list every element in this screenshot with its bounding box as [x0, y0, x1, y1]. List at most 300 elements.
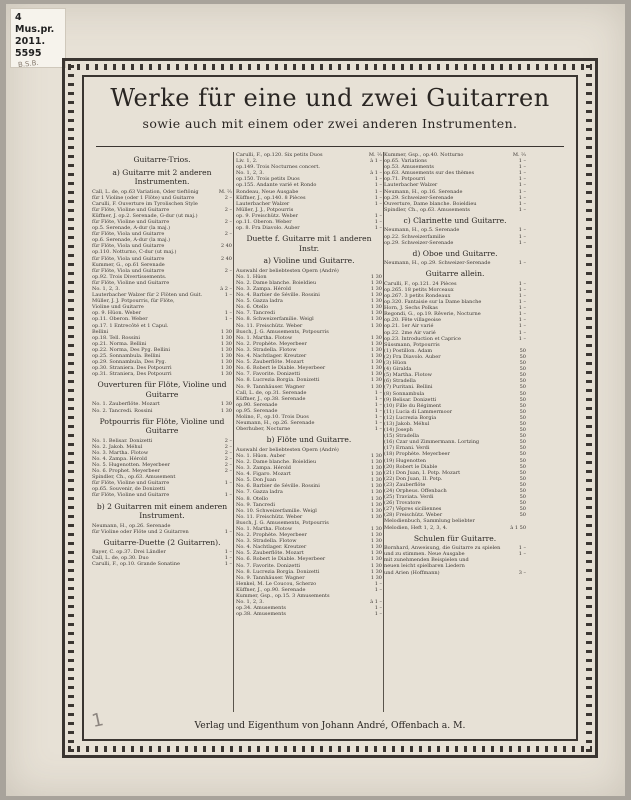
entry-title: (9) Belisar. Donizetti: [384, 396, 437, 403]
entry-title: für Flöte, Violine und Guitarre: [92, 492, 170, 499]
entry-title: No. 1. Zauberflöte. Mozart: [92, 401, 160, 408]
entry-price: 1 30: [220, 328, 232, 335]
section-heading: b) 2 Guitarren mit einem anderen Instrument.: [96, 501, 228, 521]
entry-title: op.110. Notturno, C-dur (ut maj.): [92, 249, 177, 256]
entry-title: No. 7. Gazza ladra: [236, 489, 283, 496]
entry-price: à 2 –: [220, 286, 232, 292]
entry-price: 1 30: [370, 544, 382, 551]
entry-title: für Flöte, Viola und Guitarre: [92, 255, 165, 262]
entry-title: op.38. Amusements: [236, 611, 286, 618]
entry-price: 1 30: [220, 365, 232, 372]
entry-price: 1 30: [370, 458, 382, 465]
entry-price: 1 –: [374, 194, 382, 201]
section-heading: d) Oboe und Guitarre.: [412, 248, 498, 258]
entry-title: No. 2. Prophète. Meyerbeer: [236, 532, 307, 539]
entry-title: (17) Ernani. Verdi: [384, 445, 430, 452]
entry-title: für Flöte, Viola und Guitarre: [92, 231, 165, 238]
entry-title: für 1 Violine (oder 1 Flöte) und Guitarre: [92, 194, 195, 201]
entry-price: 1 30: [370, 377, 382, 384]
entry-price: 1 30: [370, 471, 382, 478]
entry-title: op. 8. Fra Diavolo. Auber: [236, 225, 300, 232]
entry-title: op.92. Trois Divertissements.: [92, 273, 167, 280]
section-heading: Duette f. Guitarre mit 1 anderen Instr.: [246, 234, 372, 253]
entry-price: M. ⅔: [512, 152, 526, 158]
entry-price: 1 30: [370, 452, 382, 459]
entry-title: No. 3. Zampa. Hérold: [236, 286, 291, 292]
catalog-entry: [384, 207, 526, 213]
entry-price: 2 –: [224, 443, 232, 450]
entry-price: 1 30: [370, 346, 382, 353]
entry-price: 1 30: [370, 562, 382, 569]
entry-title: No. 8. Lucrezia Borgia. Donizetti: [236, 377, 320, 384]
entry-price: 1 30: [220, 407, 232, 414]
section-heading: c) Clarinette und Guitarre.: [403, 215, 507, 225]
entry-title: Bellini: [92, 328, 109, 335]
entry-title: op.21. 1er Air varié: [384, 323, 434, 330]
border-ornament-bottom: [68, 746, 592, 752]
entry-price: 50: [519, 506, 526, 513]
entry-title: No. 6. Robert le Diable. Meyerbeer: [236, 556, 326, 563]
entry-price: 1 –: [518, 158, 526, 165]
catalog-entry: [236, 225, 382, 231]
entry-title: Küffner, J., op.38. Serenade: [236, 395, 306, 402]
entry-title: Lauterbacher Walzer: [236, 200, 290, 207]
entry-title: (5) Martha. Flotow: [384, 372, 432, 379]
entry-title: op.17. 1 Entrecôté et 1 Capul.: [92, 322, 169, 329]
border-ornament-left: [68, 64, 74, 752]
entry-price: 1 30: [370, 556, 382, 563]
entry-price: 1 30: [370, 334, 382, 341]
entry-price: 1 30: [370, 483, 382, 490]
entry-price: 1 –: [518, 293, 526, 299]
entry-title: op.11. Oberon. Weber: [92, 316, 148, 323]
title-divider: [96, 146, 564, 147]
entry-title: Müller, J. J., Potpourris: [236, 206, 294, 213]
border-ornament-right: [586, 64, 592, 752]
border-ornament-top: [68, 64, 592, 70]
entry-price: 1 –: [518, 200, 526, 207]
entry-title: für Flöte, Violine und Guitarre: [92, 480, 170, 487]
entry-price: 1 –: [518, 260, 526, 267]
entry-price: 1 –: [518, 305, 526, 312]
entry-price: 1 –: [374, 407, 382, 414]
entry-price: 1 –: [518, 329, 526, 336]
page-title: Werke für eine und zwei Guitarren: [110, 84, 550, 112]
page-subtitle: sowie auch mit einem oder zwei anderen Instrumenten.: [142, 116, 518, 131]
entry-price: 1 –: [374, 401, 382, 408]
entry-title: Kummer, Gsp., op.15. 3 Amusements: [236, 593, 330, 599]
entry-price: M. ⅔: [218, 188, 232, 195]
entry-title: Spindler, Ch., op.63. Amusements: [384, 206, 470, 213]
catalog-entry: [92, 371, 232, 377]
entry-title: No. 5. Zauberflöte. Mozart: [236, 550, 304, 557]
entry-title: No. 6. Otello: [236, 304, 269, 311]
entry-price: 1 –: [224, 310, 232, 317]
catalog-entry: [384, 525, 526, 531]
entry-title: Violine und Guitarre: [92, 304, 144, 311]
shelfmark-line: Mus.pr.: [15, 24, 55, 35]
entry-price: 1 –: [224, 492, 232, 499]
entry-title: (1) Postillon. Adam: [384, 347, 433, 354]
entry-price: 1 –: [374, 176, 382, 183]
catalog-entry: [92, 492, 232, 498]
entry-price: 1 30: [220, 353, 232, 360]
entry-price: 1 30: [370, 477, 382, 484]
entry-title: No. 1. Belisar. Donizetti: [92, 437, 153, 444]
entry-title: No. 4. Nachtlager. Kreutzer: [236, 353, 307, 360]
entry-title: No. 7. Favorite. Donizetti: [236, 562, 300, 569]
entry-title: op.22. Norma, Des Pyg. Bellini: [92, 346, 170, 353]
entry-price: 1 –: [374, 200, 382, 207]
entry-title: op. 9. Hüon. Weber: [92, 310, 141, 317]
entry-title: op. 9. Freischütz. Weber: [236, 212, 299, 219]
entry-price: 1 –: [518, 206, 526, 213]
entry-price: 50: [519, 457, 526, 464]
entry-title: op.18. Tell. Rossini: [92, 334, 140, 341]
entry-price: 1 –: [374, 420, 382, 427]
entry-title: op.71. Potpourri: [384, 176, 426, 183]
entry-title: No. 2. Jakob. Méhul: [92, 443, 143, 450]
section-heading: Potpourris für Flöte, Violine und Guitarre: [99, 416, 225, 436]
entry-title: op.22. Schweizerfamilie: [384, 233, 445, 240]
entry-title: No. 8. Lucrezia Borgia. Donizetti: [236, 568, 320, 575]
entry-title: op.5. Serenade, A-dur (la maj.): [92, 225, 171, 232]
entry-price: 50: [519, 414, 526, 421]
publisher-imprint: Verlag und Eigenthum von Johann André, Offenbach a. M.: [194, 720, 466, 731]
entry-title: No. 7. Tancredi: [236, 310, 275, 317]
entry-title: (20) Robert le Diable: [384, 463, 438, 470]
entry-title: No. 7. Favorite. Donizetti: [236, 371, 300, 378]
entry-price: 2 –: [224, 231, 232, 238]
entry-price: 1 –: [518, 551, 526, 558]
entry-title: No. 4. Zampa. Hérold: [92, 455, 147, 462]
catalog-entry: [384, 260, 526, 266]
entry-title: No. 6. Robert le Diable. Meyerbeer: [236, 365, 326, 372]
entry-price: 50: [519, 408, 526, 415]
entry-price: 50: [519, 451, 526, 458]
entry-title: Lauterbacher Walzer für 2 Flöten und Guit.: [92, 292, 203, 299]
catalog-entry: [236, 426, 382, 432]
entry-title: No. 8. Schweizerfamilie. Weigl: [236, 316, 314, 323]
entry-price: 2 40: [220, 243, 232, 250]
entry-title: op.267. 3 petits Rondeaux: [384, 293, 451, 299]
entry-price: 1 –: [374, 580, 382, 587]
entry-title: op.34. Amusements: [236, 605, 286, 612]
entry-title: Neumann, H., op.26. Serenade: [236, 420, 315, 427]
entry-title: Ouverture, Dame blanche. Boieldieu: [384, 200, 477, 207]
entry-price: 50: [519, 512, 526, 519]
entry-price: 50: [519, 463, 526, 470]
entry-price: 50: [519, 353, 526, 360]
entry-title: Neumann, H., op.26. Serenade: [92, 522, 171, 529]
shelfmark-line: 4: [15, 12, 22, 23]
entry-title: Neumann, H., op.16. Serenade: [384, 188, 463, 195]
entry-price: 50: [519, 366, 526, 373]
entry-price: 1 –: [224, 528, 232, 535]
entry-title: No. 2. Prophète. Meyerbeer: [236, 340, 307, 347]
entry-price: 1 30: [370, 513, 382, 520]
entry-title: (24) Orpheus. Offenbach: [384, 488, 447, 494]
entry-title: neuen leicht spielbaren Liedern: [384, 563, 465, 570]
entry-title: op.11. Oberon. Weber: [236, 219, 292, 226]
section-heading: Schulen für Guitarre.: [413, 533, 497, 543]
library-stamp: B.S.B.: [17, 58, 40, 70]
entry-price: 2 –: [224, 437, 232, 444]
catalog-entry: [92, 408, 232, 414]
entry-title: (27) Vêpres siciliennes: [384, 506, 442, 513]
entry-price: 1 30: [370, 353, 382, 360]
entry-price: 1 30: [220, 371, 232, 378]
entry-title: Molino, F., op.10. Trois Duos: [236, 413, 309, 420]
shelfmark-line: 5595: [15, 48, 42, 59]
entry-title: für Flöte, Viola und Guitarre: [92, 243, 165, 250]
entry-title: op.95. Serenade: [236, 407, 278, 414]
entry-price: 1 30: [370, 298, 382, 305]
entry-price: 1 –: [224, 561, 232, 568]
entry-title: (4) Giralda: [384, 366, 412, 373]
entry-price: 1 –: [518, 311, 526, 318]
entry-price: 1 30: [370, 340, 382, 347]
entry-price: 1 –: [518, 299, 526, 306]
entry-title: für Flöte, Violine und Guitarre: [92, 218, 170, 225]
entry-title: für Flöte, Viola und Guitarre: [92, 267, 165, 274]
entry-title: (6) Stradella: [384, 378, 416, 385]
entry-title: op.65. Souvenir, de Donizetti: [92, 486, 166, 493]
entry-price: 50: [519, 384, 526, 391]
entry-title: No. 3. Stradella. Flotow: [236, 538, 297, 545]
entry-title: op.155. Andante varié et Rondo: [236, 182, 317, 189]
entry-price: 50: [519, 420, 526, 427]
entry-price: 1 30: [220, 401, 232, 408]
entry-price: 1 –: [518, 280, 526, 287]
entry-price: 50: [519, 390, 526, 397]
entry-title: op.150. Trois petits Duos: [236, 176, 300, 183]
entry-price: 1 30: [220, 334, 232, 341]
entry-price: 1 30: [370, 316, 382, 323]
entry-price: 1 –: [374, 426, 382, 433]
entry-title: No. 1, 2, 3.: [92, 286, 120, 292]
entry-price: 1 30: [370, 550, 382, 557]
catalog-entry: [236, 611, 382, 617]
entry-title: Bornhard, Anweisung, die Guitarre zu spielen: [384, 545, 501, 552]
entry-title: No. 2. Dame blanche. Boieldieu: [236, 279, 317, 286]
entry-price: 50: [519, 439, 526, 446]
entry-price: 1 30: [370, 568, 382, 575]
entry-price: 1 –: [374, 212, 382, 219]
entry-price: 1 30: [370, 292, 382, 299]
entry-title: No. 4. Barbier de Séville. Rossini: [236, 292, 320, 299]
entry-price: 1 30: [370, 495, 382, 502]
entry-title: Melodienbuch, Sammlung beliebter: [384, 518, 475, 525]
entry-price: 50: [519, 488, 526, 494]
entry-title: op.149. Trois Nocturnes concert.: [236, 164, 320, 171]
entry-price: 3 –: [518, 569, 526, 576]
entry-price: 1 30: [370, 310, 382, 317]
entry-title: (12) Lucrezia Borgia: [384, 414, 437, 421]
entry-title: Carulli, F. Ouverture im Tyrolischen Style: [92, 200, 198, 207]
entry-price: 1 30: [370, 538, 382, 545]
entry-price: à 1 –: [370, 599, 382, 606]
entry-title: No. 1, 2, 3.: [236, 170, 264, 177]
entry-title: op.265. 18 petits Morceaux: [384, 286, 454, 293]
entry-price: 1 30: [370, 359, 382, 366]
entry-title: (13) Jakob. Méhul: [384, 420, 430, 427]
column-divider: [233, 152, 234, 712]
entry-price: à 1 –: [370, 170, 382, 177]
entry-title: Lauterbacher Walzer: [384, 182, 438, 189]
entry-price: 1 –: [518, 239, 526, 246]
entry-price: 2 –: [224, 455, 232, 462]
entry-title: Regondi, G., op.19. Rêverie, Nocturne: [384, 311, 481, 318]
entry-title: Küffner, J., op.90. Serenade: [236, 586, 306, 593]
catalog-column-left: [92, 152, 232, 714]
entry-price: 50: [519, 475, 526, 482]
entry-title: Spindler, Ch., op.63. Amusement: [92, 474, 176, 481]
catalog-entry: [92, 561, 232, 567]
entry-title: Oberhuber, Nocturne: [236, 426, 291, 433]
entry-title: Carulli, F., op.121. 24 Pièces: [384, 280, 457, 287]
entry-title: op.29. Schweizer-Serenade: [384, 239, 454, 246]
entry-price: 1 –: [518, 176, 526, 183]
entry-price: 2 –: [224, 194, 232, 201]
entry-title: No. 3. Stradella. Flotow: [236, 346, 297, 353]
entry-title: Rondeau, Neue Ausgabe: [236, 188, 299, 195]
entry-price: 1 –: [374, 188, 382, 195]
entry-price: 1 –: [374, 225, 382, 232]
entry-title: Bayer, C. op.37. Drei Ländler: [92, 549, 166, 556]
entry-title: Neumann, H., op.29. Schweizer-Serenade: [384, 260, 491, 267]
entry-title: (14) Joseph: [384, 427, 413, 434]
entry-price: 2 –: [224, 267, 232, 274]
entry-price: 1 –: [224, 292, 232, 299]
entry-title: Busch, J. G. Amusements, Potpourris: [236, 519, 329, 526]
section-heading: Guitarre-Trios.: [133, 155, 191, 164]
entry-title: No. 1, 2, 3.: [236, 599, 264, 606]
entry-price: 1 –: [518, 170, 526, 177]
entry-title: und Arien (Hoffmann): [384, 569, 440, 576]
entry-price: 50: [519, 427, 526, 434]
entry-title: (2) Fra Diavolo. Auber: [384, 353, 441, 360]
entry-price: 1 –: [374, 395, 382, 402]
entry-price: 2 –: [224, 218, 232, 225]
entry-title: Müller, J. J. Potpourris, für Flöte,: [92, 298, 175, 305]
entry-title: op.53. Amusements: [384, 164, 434, 171]
entry-title: Auswahl der beliebtesten Opern (André): [236, 267, 339, 274]
entry-title: Call, L. de, op.30. Duo: [92, 555, 149, 562]
entry-price: 1 –: [224, 549, 232, 556]
entry-price: 50: [519, 372, 526, 379]
entry-price: 1 –: [518, 233, 526, 240]
entry-title: No. 5. Zauberflöte. Mozart: [236, 359, 304, 366]
entry-title: Kummer, Gsp., op.40. Notturno: [384, 152, 464, 158]
entry-title: (16) Czar und Zimmermann. Lortzing: [384, 439, 480, 446]
entry-title: No. 2. Tancredi. Rossini: [92, 407, 153, 414]
entry-title: Carulli, F., op.10. Grande Sonatine: [92, 561, 180, 568]
entry-price: 1 30: [370, 286, 382, 292]
entry-price: 1 30: [370, 322, 382, 329]
entry-price: 1 –: [374, 219, 382, 226]
entry-price: 50: [519, 360, 526, 367]
entry-title: (7) Puritani. Bellini: [384, 384, 433, 391]
entry-title: (8) Sonnambula: [384, 390, 425, 397]
entry-title: (15) Stradella: [384, 433, 419, 440]
entry-title: Melodien, Heft 1, 2, 3, 4.: [384, 524, 448, 531]
entry-title: Kummer, G., op.61 Serenade: [92, 261, 165, 268]
catalog-entry: [384, 240, 526, 246]
entry-price: 1 –: [518, 182, 526, 189]
entry-price: 1 30: [370, 371, 382, 378]
entry-price: 50: [519, 378, 526, 385]
entry-price: 1 –: [374, 611, 382, 618]
shelfmark-line: 2011.: [15, 36, 46, 47]
entry-title: Auswahl der beliebtesten Opern (André): [236, 446, 339, 453]
catalog-column-right: [384, 152, 526, 714]
entry-title: und zu stimmen. Neue Ausgabe: [384, 551, 465, 558]
entry-price: 1 30: [220, 359, 232, 366]
entry-price: 1 30: [370, 383, 382, 390]
entry-price: 50: [519, 500, 526, 507]
entry-title: op.23. Introduction et Caprice: [384, 335, 461, 342]
section-heading: a) Guitarre mit 2 anderen Instrumenten.: [112, 167, 212, 186]
entry-title: No. 5. Hugenotten. Meyerbeer: [92, 461, 170, 468]
entry-price: 1 –: [518, 194, 526, 201]
entry-title: (21) Don Juan, I. Potp. Mozart: [384, 469, 461, 476]
pencil-mark: 1: [89, 709, 106, 732]
entry-price: 50: [519, 494, 526, 501]
entry-title: op.21. Norma. Bellini: [92, 340, 147, 347]
entry-price: 2 –: [224, 468, 232, 475]
entry-title: No. 5. Gazza ladra: [236, 298, 283, 305]
entry-title: No. 8. Otello: [236, 495, 269, 502]
entry-title: op.20. Fête villageoise: [384, 317, 441, 324]
entry-title: No. 11. Freischütz. Weber: [236, 513, 303, 520]
entry-title: Küffner, J. op.2. Serenade, G-dur (ut maj.): [92, 212, 198, 219]
entry-price: 1 –: [374, 586, 382, 593]
entry-price: 50: [519, 445, 526, 452]
entry-price: 50: [519, 469, 526, 476]
entry-title: für Violine oder Flöte und 2 Guitarren: [92, 528, 189, 535]
entry-title: No. 6. Prophet. Meyerbeer: [92, 468, 160, 475]
entry-price: 1 –: [224, 480, 232, 487]
section-heading: Guitarre-Duette (2 Guitarren).: [103, 537, 221, 547]
entry-title: Call, L. de, op.63 Variation, Oder tieftönig: [92, 188, 199, 195]
entry-price: 1 –: [518, 335, 526, 342]
entry-title: (28) Freischütz. Weber: [384, 512, 443, 519]
entry-price: 1 30: [370, 574, 382, 581]
entry-title: No. 1. Martha. Flotow: [236, 525, 293, 532]
entry-title: No. 10. Schweizerfamilie. Weigl: [236, 507, 317, 514]
entry-title: (19) Hugenotten: [384, 457, 427, 464]
entry-title: für Flöte, Violine und Guitarre: [92, 206, 170, 213]
entry-title: No. 1. Hüon. Auber: [236, 452, 286, 459]
entry-price: 1 –: [224, 316, 232, 323]
entry-price: 1 30: [370, 507, 382, 514]
entry-title: Süssmann, Potpourris: [384, 341, 440, 348]
entry-title: No. 3. Zampa. Hérold: [236, 465, 291, 472]
entry-price: 1 30: [370, 501, 382, 508]
entry-title: op.31. Straniera, Des Potpourri: [92, 371, 172, 378]
entry-price: 1 –: [374, 389, 382, 396]
entry-title: op.29. Sonnambula, Des Pyg.: [92, 359, 167, 366]
entry-title: (22) Don Juan, II. Potp.: [384, 475, 443, 482]
entry-title: (10) Fille du Régiment: [384, 402, 442, 409]
entry-title: No. 1. Hüon: [236, 273, 267, 280]
entry-price: 1 –: [518, 286, 526, 293]
entry-title: Liv. 1, 2.: [236, 158, 258, 165]
entry-title: (18) Prophète. Meyerbeer: [384, 451, 450, 458]
entry-price: M. ⅔: [368, 152, 382, 158]
catalog-column-middle: [236, 152, 382, 692]
